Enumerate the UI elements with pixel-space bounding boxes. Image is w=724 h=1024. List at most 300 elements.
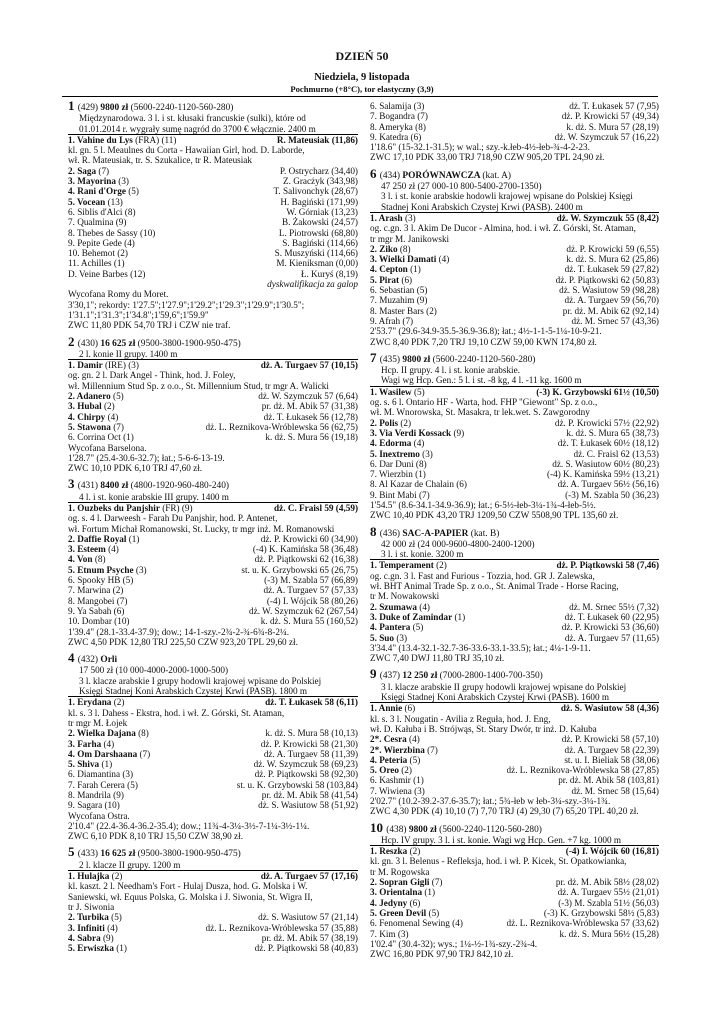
horse-name (370, 254, 449, 264)
pedigree-line: tr M. Nowakowski (370, 591, 440, 602)
horse-name (370, 765, 412, 775)
winner-draw: (2) (433, 560, 447, 571)
result-row (68, 544, 358, 554)
horse-name (68, 923, 118, 933)
horse-draw: (4) (105, 411, 119, 422)
pedigree-line: wł. R. Mateusiak, tr. S. Szukalice, tr R. Mateusiak (68, 155, 252, 166)
pedigree-line: tr mgr M. Łojek (68, 717, 128, 728)
horse-placing: 3. Orientalna (370, 887, 423, 898)
result-row (370, 490, 659, 500)
jockey-odds: dż. L. Reznikova-Wróblewska 57 (33,62) (506, 918, 659, 929)
jockey-odds: Ł. Kuryś (8,19) (300, 268, 358, 279)
horse-placing: 6. Siblis d'Alci (8) (68, 206, 136, 217)
horse-name (370, 612, 465, 622)
result-row (68, 197, 358, 207)
pedigree-line: kl. gn. 5 l. Meaulnes du Corta - Hawaiian Girl, hod. D. Laborde, (68, 145, 305, 156)
pedigree-line: tr M. Rogowska (370, 866, 430, 877)
horse-placing: 4. Sabra (68, 932, 101, 943)
horse-name (370, 132, 421, 142)
jockey-odds: dż. P. Krowicki 60 (34,90) (260, 533, 358, 544)
race-header (68, 476, 358, 492)
race-header (68, 844, 358, 860)
race-summary: 2'02.7" (10.2-39.2-37.6-35.7); łat.; 5¾-łeb w łeb-3¼-szy.-3¼-1¾. (370, 796, 611, 806)
horse-placing: 8. Master Bars (2) (370, 305, 437, 316)
jockey-odds: dż. A. Turgaev 55½ (21,01) (557, 887, 659, 898)
jockey-odds: dż. P. Krowicki 57 (49,34) (561, 111, 659, 122)
winner-name: 1. Wasilew (370, 386, 412, 397)
result-row (370, 602, 659, 612)
winner-row (370, 846, 659, 856)
jockey-odds: (-3) M. Szabla 57 (66,89) (264, 575, 358, 586)
horse-name (68, 544, 119, 554)
race-header (68, 650, 358, 666)
result-row (370, 285, 659, 295)
race-code: (429) (77, 103, 101, 113)
winner-name: 1. Ouzbeks du Panjshir (68, 502, 160, 513)
result-row (68, 585, 358, 595)
horse-draw: (3) (115, 176, 129, 187)
race-number: 7 (370, 349, 380, 365)
winner-horse (370, 846, 420, 856)
pedigree-line: wł. Millennium Stud Sp. z o.o., St. Millennium Stud, tr mgr A. Walicki (68, 380, 329, 391)
race-number: 2 (68, 333, 78, 349)
jockey-odds: k. dż. S. Mura 65 (38,73) (566, 427, 659, 438)
horse-placing: 5. Etnum Psyche (68, 564, 134, 575)
race-summary: ZWC 17,10 PDK 33,00 TRJ 718,90 CZW 905,20 TPL 24,90 zł. (370, 152, 605, 163)
race-prize: 9800 zł (100, 103, 131, 113)
horse-placing: 2. Polis (370, 417, 399, 428)
race-conditions: 4 l. i st. konie arabskie III grupy. 1400 m (68, 492, 358, 503)
jockey-odds: dż. S. Wasiutow 58 (51,92) (258, 800, 358, 811)
winner-row (370, 703, 659, 713)
race-block (370, 523, 659, 664)
result-row (370, 316, 659, 326)
horse-placing: 4. Cepton (370, 264, 408, 275)
result-row (68, 217, 358, 227)
race-conditions: Stadnej Koni Arabskich Czystej Krwi (PASB). 2400 m (370, 202, 659, 213)
horse-draw: (1) (99, 759, 113, 770)
horse-name (68, 769, 133, 779)
jockey-odds: pr. dż. M. Abik 58½ (28,02) (555, 877, 659, 888)
header-rule (62, 96, 658, 97)
race-number: 8 (370, 523, 380, 539)
race-prize: 9800 zł (408, 824, 440, 835)
winner-jockey: (-4) I. Wójcik 60 (16,81) (565, 846, 659, 857)
horse-name (68, 176, 129, 186)
horse-placing: 4. Pantera (370, 622, 411, 633)
race-summary: ZWC 16,80 PDK 97,90 TRJ 842,10 zł. (370, 949, 514, 960)
jockey-odds: st. u. K. Grzybowski 58 (103,84) (236, 779, 358, 790)
pedigree-line: kl. kaszt. 2 l. Needham's Fort - Hulaj Dusza, hod. G. Molska i W. (68, 881, 308, 892)
horse-name (68, 739, 114, 749)
jockey-odds: k. dż. S. Mura 55 (160,52) (260, 616, 358, 627)
jockey-odds: k. dż. S. Mura 62 (25,86) (566, 254, 659, 265)
horse-placing: 6. Spooky HB (5) (68, 575, 134, 586)
result-row (370, 132, 659, 142)
horse-placing: 6. Fenomenal Sewing (4) (370, 918, 463, 929)
result-row (68, 269, 358, 279)
horse-placing: 3. Hubal (68, 401, 102, 412)
jockey-odds: P. Ostrycharz (34,40) (279, 165, 358, 176)
pedigree-line: og. s. 4 l. Darweesh - Farah Du Panjshir, hod. P. Antenet, (68, 513, 278, 524)
result-row (68, 606, 358, 616)
horse-draw: (3) (394, 632, 408, 643)
race-summary: 1'54.5" (8.6-34.1-34.9-36.9); łat.; 6-5½-łeb-3¼-1¾-4-łeb-5½. (370, 499, 596, 510)
horse-name (370, 275, 412, 285)
result-row (370, 745, 659, 755)
race-header (68, 98, 358, 113)
horse-placing: 9. Bint Mabi (7) (370, 489, 430, 500)
horse-name (370, 745, 438, 755)
jockey-odds: pr. dż. M. Abik 57 (38,19) (261, 932, 358, 943)
result-row (370, 459, 659, 469)
pedigree-line: og. c.gn. 3 l. Akim De Ducor - Almina, hod. i wł. Z. Górski, St. Ataman, (370, 223, 636, 234)
winner-draw: (IRE) (3) (102, 360, 139, 371)
winner-jockey: dż. W. Szymczuk 55 (8,42) (556, 212, 659, 223)
winner-horse (68, 135, 176, 145)
race-prize: 12 250 zł (402, 671, 440, 682)
horse-placing: 3. Infiniti (68, 922, 105, 933)
result-row (68, 391, 358, 401)
jockey-odds: st. u. I. Bieliak 58 (38,06) (564, 754, 659, 765)
winner-row (370, 213, 659, 223)
result-row (370, 111, 659, 121)
result-row (68, 912, 358, 922)
jockey-odds: H. Bagiński (171,99) (280, 196, 358, 207)
winner-horse (370, 387, 425, 397)
race-summary: 1'18.6" (15-32.1-31.5); w wal.; szy.-k.łeb-4½-łeb-¾-4-2-23. (370, 142, 590, 153)
horse-placing: 5. Shiva (68, 759, 100, 770)
jockey-odds: k. dż. S. Mura 57 (28,19) (566, 121, 659, 132)
jockey-odds: dż. S. Wasiutow 60½ (80,23) (552, 458, 659, 469)
horse-draw: (5) (407, 754, 421, 765)
horse-name (68, 228, 155, 238)
result-row (68, 401, 358, 411)
jockey-odds: dż. A. Turgaev 57 (57,33) (263, 585, 358, 596)
race-block (370, 349, 659, 521)
horse-draw: (9) (100, 932, 114, 943)
winner-jockey: dż. P. Piątkowski 58 (7,46) (556, 560, 659, 571)
result-row (68, 575, 358, 585)
horse-placing: 4. Om Darshaana (68, 748, 138, 759)
horse-draw: (3) (133, 564, 147, 575)
jockey-odds: dż. P. Krowicki 59 (6,55) (566, 243, 659, 254)
result-row (370, 438, 659, 448)
pedigree-line: wł. D. Kałuba i B. Strójwąs, St. Stary Dwór, tr inż. D. Kałuba (370, 723, 597, 734)
race-header (370, 165, 659, 181)
page-title: DZIEŃ 50 (335, 49, 389, 63)
race-conditions: 3 l. i st. konie. 3200 m (370, 549, 659, 560)
horse-name (68, 217, 126, 227)
race-prize-split: (5600-2240-1120-560-280) (130, 103, 234, 113)
result-row (370, 908, 659, 918)
horse-name (370, 101, 424, 111)
pedigree-line: Saniewski, wł. Equus Polska, G. Molska i J. Siwonia, St. Wigra II, (68, 891, 313, 902)
jockey-odds: (-3) M. Szabla 50 (36,23) (565, 489, 659, 500)
result-row (370, 887, 659, 897)
jockey-odds: (-3) M. Szabla 51½ (56,03) (558, 897, 659, 908)
race-summary: ZWC 10,10 PDK 6,10 TRJ 47,60 zł. (68, 463, 203, 474)
pedigree-line: wł. Fortum Michał Romanowski, St. Lucky, tr mgr inż. M. Romanowski (68, 523, 335, 534)
result-row (68, 258, 358, 268)
right-column (370, 101, 659, 965)
result-row (68, 248, 358, 258)
race-conditions: Hcp. IV grupy. 3 l. i st. konie. Wagi wg Hcp. Gen. +7 kg. 1000 m (370, 835, 659, 846)
horse-placing: 7. Muzahim (9) (370, 295, 428, 306)
result-row (68, 554, 358, 564)
winner-name: 1. Erydana (68, 697, 112, 708)
horse-placing: 10. Behemot (2) (68, 248, 128, 259)
horse-placing: 8. Al Kazar de Chalain (6) (370, 479, 467, 490)
jockey-odds: T. Salivonchyk (28,67) (273, 186, 358, 197)
horse-placing: 4. Peteria (370, 754, 408, 765)
winner-row (68, 697, 358, 707)
jockey-odds: dż. A. Turgaev 59 (56,70) (564, 295, 659, 306)
horse-draw: (4) (416, 601, 430, 612)
horse-name (370, 633, 407, 643)
race-code: (434) (379, 170, 403, 181)
race-code: (436) (379, 528, 403, 539)
result-row (370, 428, 659, 438)
winner-row (68, 871, 358, 881)
jockey-odds: dż. A. Turgaev 56½ (56,16) (557, 479, 659, 490)
result-row (370, 479, 659, 489)
result-row (68, 780, 358, 790)
horse-draw: (9) (451, 427, 465, 438)
horse-placing: 9. Ya Sabah (6) (68, 605, 125, 616)
result-row (370, 275, 659, 285)
horse-placing: 4. Rani d'Orge (68, 186, 126, 197)
result-row (68, 749, 358, 759)
pedigree-line: wł. BHT Animal Trade Sp. z o.o., St. Animal Trade - Horse Racing, (370, 581, 619, 592)
jockey-odds: pr. dż. M. Abik 57 (31,38) (261, 401, 358, 412)
race-code: (435) (379, 354, 403, 365)
race-number: 10 (370, 819, 387, 835)
result-row (68, 207, 358, 217)
horse-placing: 2. Adanero (68, 391, 111, 402)
winner-name: 1. Arash (370, 212, 403, 223)
jockey-odds: dż. M. Srnec 57 (43,36) (571, 315, 659, 326)
horse-name (68, 258, 125, 268)
result-row (370, 633, 659, 643)
winner-jockey: dż. S. Wasiutow 58 (4,36) (560, 703, 659, 714)
result-row (68, 422, 358, 432)
winner-jockey: dż. A. Turgaev 57 (17,16) (260, 871, 358, 882)
horse-placing: 8. Mangobei (7) (68, 595, 128, 606)
jockey-odds: dż. A. Turgaev 57 (11,65) (564, 632, 659, 643)
horse-placing: 7. Wiwiena (3) (370, 785, 425, 796)
horse-placing: 7. Qualmina (9) (68, 217, 127, 228)
horse-draw: (13) (105, 196, 123, 207)
horse-name (68, 585, 123, 595)
horse-placing: 5. Erwiszka (68, 943, 114, 954)
race-conditions: Hcp. II grupy. 4 l. i st. konie arabskie. (381, 365, 520, 376)
horse-name (370, 734, 420, 744)
horse-name (370, 479, 467, 489)
jockey-odds: (-4) I. Wójcik 58 (80,26) (266, 595, 358, 606)
horse-name (370, 459, 427, 469)
horse-name (68, 166, 109, 176)
horse-placing: 7. Kim (3) (370, 928, 409, 939)
horse-name (68, 534, 139, 544)
horse-name (370, 295, 427, 305)
horse-name (68, 422, 124, 432)
race-prize: 8400 zł (100, 481, 131, 492)
horse-name (370, 428, 464, 438)
horse-draw: (4) (104, 922, 118, 933)
jockey-odds: pr. dż. M. Abik 58 (103,81) (558, 775, 659, 786)
race-prize: 16 625 zł (100, 338, 138, 349)
horse-draw: (2) (398, 765, 412, 776)
winner-row (370, 560, 659, 570)
result-row (68, 943, 358, 953)
horse-draw: (6) (407, 897, 421, 908)
horse-name (370, 285, 427, 295)
result-row (370, 295, 659, 305)
result-row (370, 786, 659, 796)
result-row (68, 186, 358, 196)
race-conditions: 17 500 zł (10 000-4000-2000-1000-500) (79, 665, 229, 676)
horse-draw: (1) (422, 887, 436, 898)
horse-name (370, 908, 439, 918)
horse-name (370, 449, 433, 459)
horse-name (370, 490, 430, 500)
horse-name (68, 790, 124, 800)
horse-name (370, 622, 423, 632)
horse-placing: 4. Chirpy (68, 411, 106, 422)
horse-placing: 6. Kashmir (1) (370, 775, 424, 786)
horse-placing: 5. Suo (370, 632, 395, 643)
result-row (68, 728, 358, 738)
jockey-odds: k. dż. S. Mura 58 (10,13) (265, 728, 358, 739)
winner-horse (68, 871, 122, 881)
horse-draw: (7) (424, 744, 438, 755)
horse-placing: 9. Afrah (7) (370, 315, 414, 326)
horse-draw: (8) (92, 554, 106, 565)
horse-placing: 6. Salamija (3) (370, 101, 425, 111)
horse-draw: (5) (410, 622, 424, 633)
horse-name (68, 391, 124, 401)
horse-name (370, 469, 426, 479)
winner-jockey: dż. T. Łukasek 58 (6,11) (265, 697, 358, 708)
horse-placing: 6. Corrina Oct (1) (68, 432, 134, 443)
result-row (68, 166, 358, 176)
race-conditions: Międzynarodowa. 3 l. i st. kłusaki francuskie (sulki), które od (79, 113, 306, 124)
jockey-odds: dż. M. Srnec 58 (15,64) (571, 785, 659, 796)
horse-name (370, 418, 411, 428)
horse-placing: 8. Ameryka (8) (370, 121, 426, 132)
winner-row (68, 503, 358, 513)
result-row (68, 759, 358, 769)
jockey-odds: k. dż. S. Mura 56½ (15,28) (559, 928, 659, 939)
horse-placing: 5. Vocean (68, 196, 106, 207)
pedigree-line: wł. M. Wnorowska, St. Masakra, tr lek.wet. S. Zawgorodny (370, 407, 590, 418)
horse-draw: (4) (101, 738, 115, 749)
horse-placing: 2*. Cesra (370, 734, 407, 745)
horse-placing: 2. Saga (68, 165, 97, 176)
jockey-odds: dż. T. Łukasek 56 (12,78) (263, 411, 358, 422)
jockey-odds: dż. P. Krowicki 58 (57,10) (561, 734, 659, 745)
race-block (370, 819, 659, 960)
horse-placing: 6. Diamantina (3) (68, 769, 134, 780)
race-prize-split: (5600-2240-1120-560-280) (439, 824, 542, 835)
race-code: (431) (77, 481, 101, 492)
horse-name (68, 197, 123, 207)
result-row (68, 412, 358, 422)
horse-draw: (8) (397, 243, 411, 254)
horse-name (68, 912, 122, 922)
horse-draw: (1) (113, 943, 127, 954)
winner-horse (370, 560, 447, 570)
race-block (68, 333, 358, 474)
horse-placing: 2. Sopran Gigli (370, 877, 430, 888)
race-block (68, 98, 358, 331)
result-row (370, 734, 659, 744)
horse-placing: 2. Wielka Dajana (68, 728, 136, 739)
jockey-odds: (-4) K. Kamińska 59½ (13,21) (546, 469, 659, 480)
race-block (68, 650, 358, 842)
result-row (68, 739, 358, 749)
horse-placing: 4. Von (68, 554, 93, 565)
result-row (68, 228, 358, 238)
horse-draw: (1) (126, 533, 140, 544)
race-conditions: Wagi wg Hcp. Gen.: 5 l. i st. -8 kg, 4 l. -11 kg. 1600 m (370, 375, 659, 386)
horse-name (68, 412, 118, 422)
horse-name (370, 877, 443, 887)
race-header (370, 523, 659, 539)
horse-placing: 5. Oreo (370, 765, 399, 776)
result-row (370, 755, 659, 765)
race-summary: 1'28.7" (25.4-30.6-32.7); łat.; 5-6-6-13-19. (68, 452, 225, 463)
result-row (370, 449, 659, 459)
result-row (370, 765, 659, 775)
race-number: 4 (68, 650, 78, 666)
race-header (370, 819, 659, 835)
horse-draw: (7) (110, 421, 124, 432)
winner-horse (68, 697, 124, 707)
race-prize-split: (4800-1920-960-480-240) (130, 481, 230, 492)
jockey-odds: dż. A. Turgaev 58 (11,39) (263, 748, 358, 759)
horse-name (370, 755, 420, 765)
race-summary: Wycofana Romy du Moret. (68, 289, 169, 300)
horse-placing: 7. Farah Cerera (5) (68, 779, 138, 790)
winner-draw: (2) (111, 697, 125, 708)
result-row (370, 898, 659, 908)
jockey-odds: dż. P. Piątkowski 62 (50,83) (555, 274, 659, 285)
winner-row (68, 360, 358, 370)
winner-jockey: dż. A. Turgaev 57 (10,15) (260, 360, 358, 371)
race-header (68, 333, 358, 349)
race-block (370, 165, 659, 347)
result-row (370, 622, 659, 632)
jockey-odds: dż. P. Piątkowski 58 (92,30) (254, 769, 358, 780)
race-summary: 1'39.4" (28.1-33.4-37.9); dow.; 14-1-szy.-2¾-2-¾-6¾-8-2¼. (68, 626, 290, 637)
horse-name (68, 207, 136, 217)
weather-track-info: Pochmurno (+8°C), tor elastyczny (3,9) (290, 84, 434, 94)
jockey-odds: dż. P. Krowicki 53 (36,60) (561, 622, 659, 633)
race-number: 9 (370, 666, 380, 682)
race-summary: ZWC 7,40 DWJ 11,80 TRJ 35,10 zł. (370, 653, 505, 664)
horse-placing: 7. Bogandra (7) (370, 111, 428, 122)
race-conditions: 3 l. i st. konie arabskie hodowli krajowej wpisane do Polskiej Księgi (381, 191, 633, 202)
result-note: dyskwalifikacja za galop (267, 279, 358, 290)
horse-name (68, 401, 115, 411)
result-row (370, 244, 659, 254)
horse-placing: 8. Thebes de Sassy (10) (68, 227, 156, 238)
race-conditions: 2 l. konie II grupy. 1400 m (68, 349, 358, 360)
jockey-odds: dż. T. Łukasek 60½ (18,12) (557, 438, 659, 449)
horse-name (68, 238, 135, 248)
